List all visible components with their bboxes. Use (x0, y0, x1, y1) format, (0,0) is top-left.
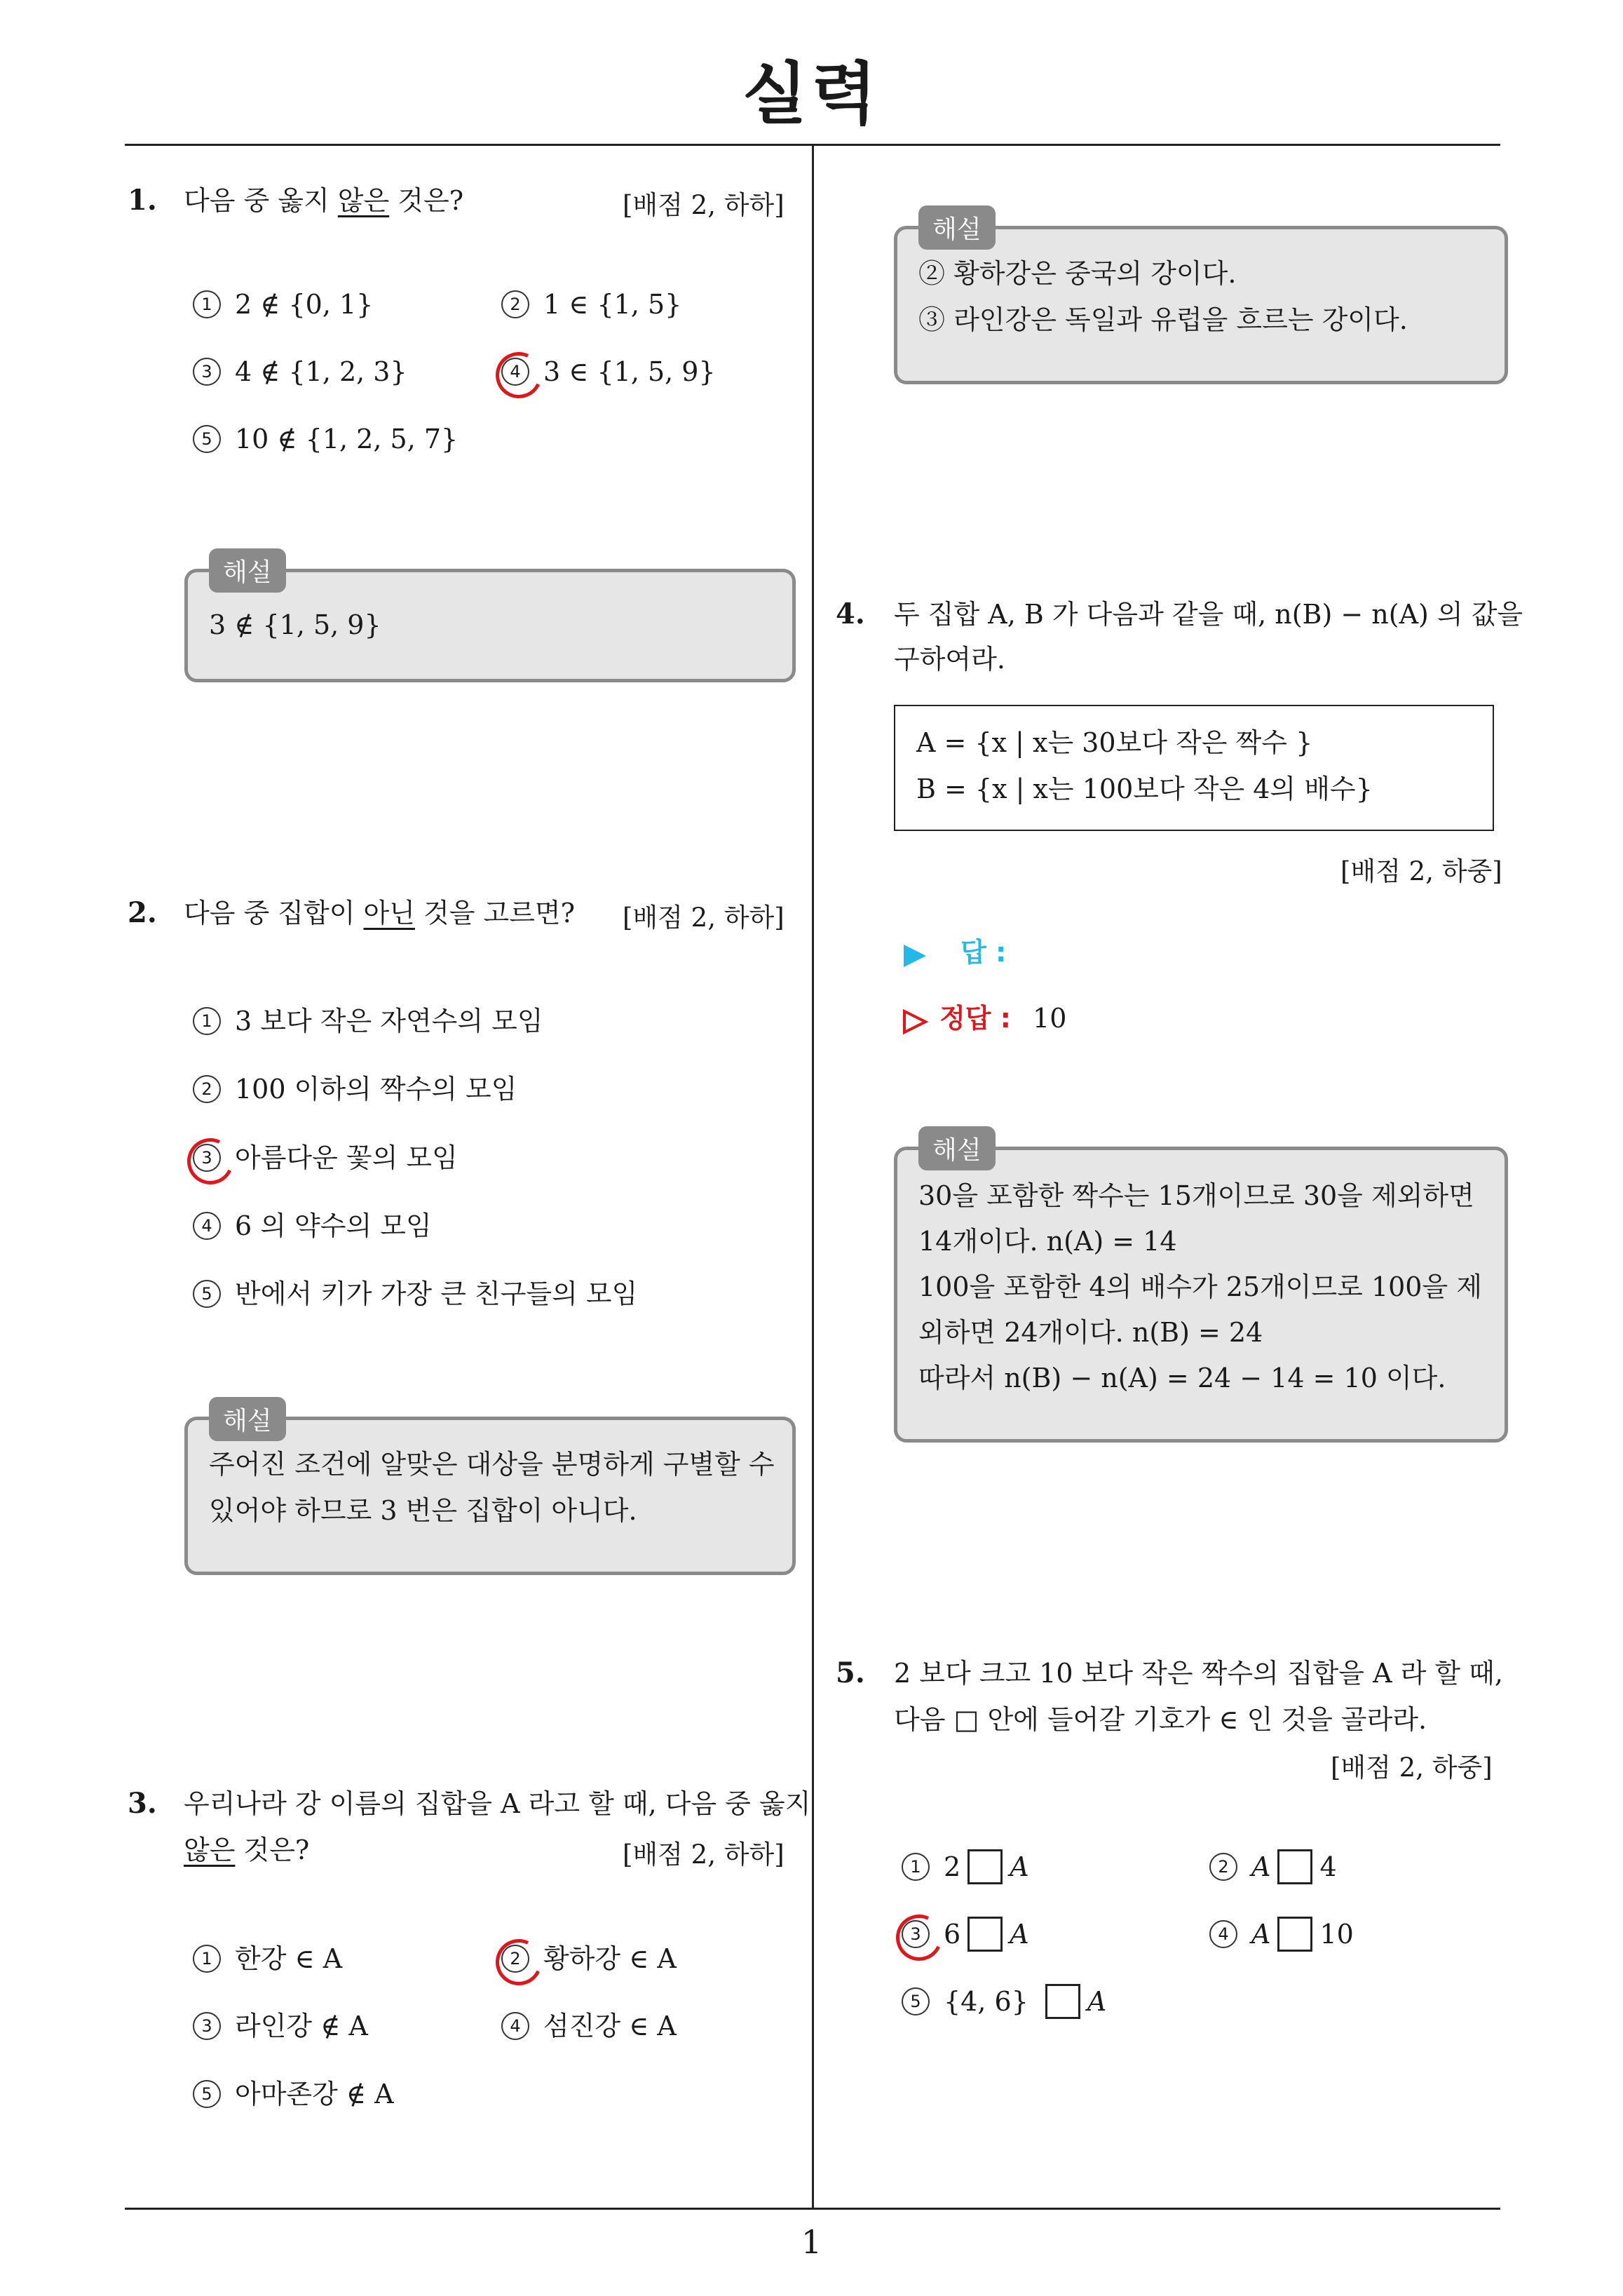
choice-number-1-icon: 1 (193, 1007, 221, 1035)
q3-number: 3. (128, 1787, 157, 1820)
q5-score: [배점 2, 하중] (1331, 1753, 1493, 1783)
choice-number-3-icon: 3 (193, 2012, 221, 2040)
choice-number-5-icon: 5 (193, 425, 221, 453)
choice-number-2-icon: 2 (501, 290, 529, 318)
q4-answer-row[interactable] (901, 931, 1006, 973)
q2-score: [배점 2, 하하] (623, 903, 785, 933)
choice-number-4-icon: 4 (501, 2012, 529, 2040)
q4-correct-value: 10 (1033, 1003, 1067, 1034)
q4-solution-line-5: 따라서 n(B) − n(A) = 24 − 14 = 10 이다. (918, 1363, 1446, 1393)
q5-text-line-2: 다음 □ 안에 들어갈 기호가 ∈ 인 것을 골라라. (894, 1704, 1427, 1735)
blank-square-icon (1277, 1849, 1312, 1884)
q1-choice-1[interactable]: 1 2 ∉ {0, 1} (193, 289, 373, 321)
q2-solution-tag: 해설 (209, 1397, 286, 1441)
blank-square-icon (967, 1917, 1003, 1952)
q2-choice-1[interactable]: 1 3 보다 작은 자연수의 모임 (193, 999, 543, 1038)
q3-choice-5[interactable]: 5 아마존강 ∉ A (193, 2072, 394, 2111)
q4-correct-row (901, 994, 1066, 1042)
blank-square-icon (1045, 1984, 1080, 2019)
q4-correct-label: 정답 : (939, 1003, 1011, 1034)
q3-choice-4[interactable]: 4 섬진강 ∈ A (501, 2004, 677, 2043)
q4-solution-line-4: 외하면 24개이다. n(B) = 24 (918, 1317, 1263, 1348)
q2-text: 다음 중 집합이 아닌 것을 고르면? (184, 898, 575, 928)
choice-number-4-icon: 4 (193, 1212, 221, 1240)
q4-text-line-1: 두 집합 A, B 가 다음과 같을 때, n(B) − n(A) 의 값을 (894, 599, 1523, 630)
q3-choice-3[interactable]: 3 라인강 ∉ A (193, 2004, 368, 2043)
q3-choice-1[interactable]: 1 한강 ∈ A (193, 1937, 342, 1976)
choice-number-5-icon: 5 (193, 2080, 221, 2108)
q5-choice-1[interactable]: 1 2 A (902, 1851, 1029, 1887)
q1-choice-3[interactable]: 3 4 ∉ {1, 2, 3} (193, 356, 407, 389)
choice-number-5-icon: 5 (193, 1280, 221, 1308)
q2-solution-line-1: 주어진 조건에 알맞은 대상을 분명하게 구별할 수 (209, 1449, 775, 1480)
page-title: 실력 (742, 55, 881, 133)
q1-choice-4[interactable]: 4 3 ∈ {1, 5, 9} (501, 356, 716, 389)
choice-number-3-icon: 3 (193, 1144, 221, 1172)
q4-set-a: A = {x | x는 30보다 작은 짝수 } (916, 727, 1313, 758)
q4-score: [배점 2, 하중] (1340, 856, 1502, 886)
q4-solution-box (894, 1147, 1508, 1443)
q1-solution-tag: 해설 (209, 548, 286, 593)
q1-choice-5[interactable]: 5 10 ∉ {1, 2, 5, 7} (193, 424, 458, 456)
q2-number: 2. (128, 896, 157, 929)
choice-number-3-icon: 3 (193, 358, 221, 386)
q2-choice-4[interactable]: 4 6 의 약수의 모임 (193, 1204, 432, 1243)
q4-solution-line-3: 100을 포함한 4의 배수가 25개이므로 100을 제 (918, 1271, 1482, 1302)
q4-solution-line-1: 30을 포함한 짝수는 15개이므로 30을 제외하면 (918, 1180, 1474, 1211)
choice-number-1-icon: 1 (193, 1945, 221, 1973)
q4-answer-label: 답 : (960, 937, 1007, 968)
q5-choice-4[interactable]: 4 A 10 (1209, 1919, 1354, 1954)
choice-number-4-icon: 4 (1209, 1920, 1237, 1948)
choice-number-2-icon: 2 (1209, 1853, 1237, 1881)
q2-choice-5[interactable]: 5 반에서 키가 가장 큰 친구들의 모임 (193, 1272, 637, 1311)
footer-divider (125, 2208, 1500, 2210)
q3-solution-line-1: ② 황하강은 중국의 강이다. (918, 258, 1237, 289)
q1-solution-line: 3 ∉ {1, 5, 9} (209, 609, 381, 640)
q2-choice-3[interactable]: 3 아름다운 꽃의 모임 (193, 1136, 458, 1175)
q2-solution-line-2: 있어야 하므로 3 번은 집합이 아니다. (209, 1495, 637, 1526)
q4-set-box (894, 705, 1494, 831)
q1-score: [배점 2, 하하] (623, 190, 785, 220)
play-arrow-icon (901, 942, 929, 970)
q3-choice-2[interactable]: 2 황하강 ∈ A (501, 1937, 677, 1976)
q4-text-line-2: 구하여라. (894, 644, 1005, 675)
choice-number-3-icon: 3 (902, 1920, 930, 1948)
choice-number-5-icon: 5 (902, 1987, 930, 2015)
q3-solution-tag: 해설 (918, 205, 996, 250)
q3-score: [배점 2, 하하] (623, 1839, 785, 1870)
q3-text-line-2: 않은 것은? (184, 1835, 310, 1865)
blank-square-icon (967, 1849, 1003, 1884)
q1-choice-2[interactable]: 2 1 ∈ {1, 5} (501, 289, 681, 321)
column-divider (812, 144, 814, 2209)
choice-number-1-icon: 1 (193, 290, 221, 318)
q5-text-line-1: 2 보다 크고 10 보다 작은 짝수의 집합을 A 라 할 때, (894, 1658, 1503, 1689)
answer-mark-icon (181, 1131, 240, 1191)
q4-number: 4. (836, 597, 865, 630)
outline-arrow-icon (901, 1008, 929, 1036)
q1-text: 다음 중 옳지 않은 것은? (184, 185, 464, 216)
choice-number-4-icon: 4 (501, 358, 529, 386)
q5-number: 5. (836, 1656, 865, 1689)
q4-solution-tag: 해설 (918, 1126, 996, 1170)
q5-choice-2[interactable]: 2 A 4 (1209, 1851, 1337, 1887)
q4-solution-line-2: 14개이다. n(A) = 14 (918, 1226, 1177, 1257)
q4-set-b: B = {x | x는 100보다 작은 4의 배수} (916, 774, 1373, 804)
q3-solution-line-2: ③ 라인강은 독일과 유럽을 흐르는 강이다. (918, 304, 1408, 335)
choice-number-2-icon: 2 (501, 1945, 529, 1973)
q1-number: 1. (128, 184, 157, 217)
q5-choice-5[interactable]: 5 {4, 6} A (902, 1986, 1106, 2022)
q3-text-line-1: 우리나라 강 이름의 집합을 A 라고 할 때, 다음 중 옳지 (184, 1788, 811, 1819)
answer-mark-icon (489, 345, 549, 405)
choice-number-1-icon: 1 (902, 1853, 930, 1881)
page-number: 1 (801, 2223, 822, 2261)
answer-mark-icon (489, 1932, 549, 1992)
blank-square-icon (1277, 1917, 1312, 1952)
choice-number-2-icon: 2 (193, 1075, 221, 1103)
q5-choice-3[interactable]: 3 6 A (902, 1919, 1029, 1954)
answer-mark-icon (890, 1907, 949, 1967)
q2-choice-2[interactable]: 2 100 이하의 짝수의 모임 (193, 1067, 517, 1106)
